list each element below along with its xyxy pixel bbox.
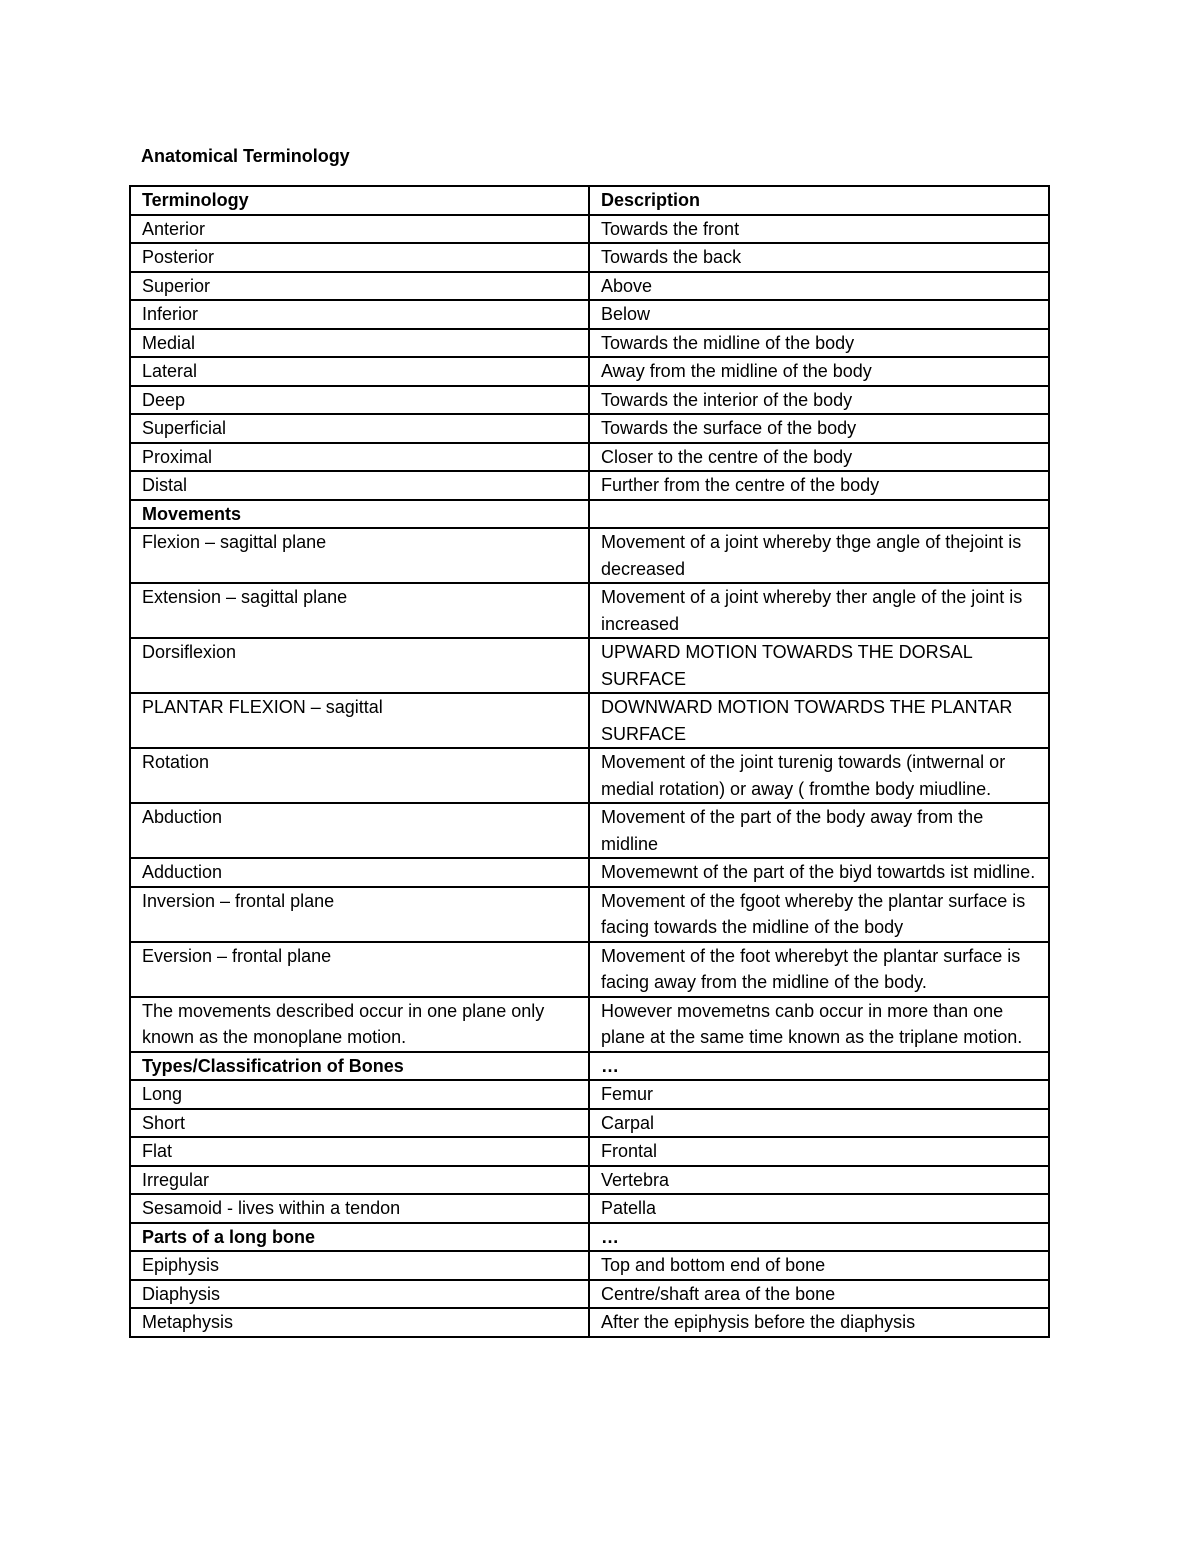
page-title: Anatomical Terminology xyxy=(141,146,350,166)
table-row xyxy=(130,887,1049,942)
table-body xyxy=(130,186,1049,1337)
description-cell: Movemewnt of the part of the biyd towartds ist midline. xyxy=(589,858,1049,887)
term-cell: Inferior xyxy=(130,300,589,329)
description-cell: Towards the midline of the body xyxy=(589,329,1049,358)
table-row xyxy=(130,942,1049,997)
term-cell: Abduction xyxy=(130,803,589,858)
description-cell: Movement of the part of the body away from the midline xyxy=(589,803,1049,858)
description-cell: Away from the midline of the body xyxy=(589,357,1049,386)
table-row xyxy=(130,1308,1049,1337)
term-cell: Types/Classificatrion of Bones xyxy=(130,1052,589,1081)
description-cell: Towards the surface of the body xyxy=(589,414,1049,443)
term-cell: Distal xyxy=(130,471,589,500)
description-cell xyxy=(589,500,1049,529)
table-row xyxy=(130,1251,1049,1280)
term-cell: Eversion – frontal plane xyxy=(130,942,589,997)
table-row xyxy=(130,997,1049,1052)
description-cell: Carpal xyxy=(589,1109,1049,1138)
term-cell: Movements xyxy=(130,500,589,529)
term-cell: Adduction xyxy=(130,858,589,887)
term-cell: Dorsiflexion xyxy=(130,638,589,693)
term-cell: Superficial xyxy=(130,414,589,443)
description-cell: … xyxy=(589,1223,1049,1252)
description-cell: Movement of the joint turenig towards (intwernal or medial rotation) or away ( fromthe body miudline. xyxy=(589,748,1049,803)
section-header-row xyxy=(130,1052,1049,1081)
term-cell: Long xyxy=(130,1080,589,1109)
table-row xyxy=(130,858,1049,887)
table-row xyxy=(130,329,1049,358)
table-row xyxy=(130,1166,1049,1195)
description-cell: Towards the interior of the body xyxy=(589,386,1049,415)
term-cell: Rotation xyxy=(130,748,589,803)
term-cell: Medial xyxy=(130,329,589,358)
description-cell: Closer to the centre of the body xyxy=(589,443,1049,472)
term-cell: Short xyxy=(130,1109,589,1138)
description-cell: Frontal xyxy=(589,1137,1049,1166)
table-row xyxy=(130,748,1049,803)
description-cell: Below xyxy=(589,300,1049,329)
table-row xyxy=(130,1280,1049,1309)
description-cell: DOWNWARD MOTION TOWARDS THE PLANTAR SURFACE xyxy=(589,693,1049,748)
term-cell: Diaphysis xyxy=(130,1280,589,1309)
table-row xyxy=(130,243,1049,272)
table-row xyxy=(130,1137,1049,1166)
term-cell: Flat xyxy=(130,1137,589,1166)
description-cell: Centre/shaft area of the bone xyxy=(589,1280,1049,1309)
description-cell: Further from the centre of the body xyxy=(589,471,1049,500)
term-cell: Terminology xyxy=(130,186,589,215)
term-cell: Metaphysis xyxy=(130,1308,589,1337)
table-row xyxy=(130,386,1049,415)
term-cell: Flexion – sagittal plane xyxy=(130,528,589,583)
description-cell: Movement of a joint whereby thge angle of thejoint is decreased xyxy=(589,528,1049,583)
table-row xyxy=(130,215,1049,244)
term-cell: Inversion – frontal plane xyxy=(130,887,589,942)
description-cell: … xyxy=(589,1052,1049,1081)
term-cell: The movements described occur in one plane only known as the monoplane motion. xyxy=(130,997,589,1052)
table-row xyxy=(130,272,1049,301)
term-cell: PLANTAR FLEXION – sagittal xyxy=(130,693,589,748)
table-row xyxy=(130,583,1049,638)
description-cell: After the epiphysis before the diaphysis xyxy=(589,1308,1049,1337)
description-cell: UPWARD MOTION TOWARDS THE DORSAL SURFACE xyxy=(589,638,1049,693)
table-row xyxy=(130,528,1049,583)
table-row xyxy=(130,1194,1049,1223)
term-cell: Extension – sagittal plane xyxy=(130,583,589,638)
description-cell: Above xyxy=(589,272,1049,301)
section-header-row xyxy=(130,500,1049,529)
description-cell: Towards the front xyxy=(589,215,1049,244)
table-row xyxy=(130,1080,1049,1109)
description-cell: Movement of a joint whereby ther angle of the joint is increased xyxy=(589,583,1049,638)
description-cell: Vertebra xyxy=(589,1166,1049,1195)
term-cell: Superior xyxy=(130,272,589,301)
term-cell: Posterior xyxy=(130,243,589,272)
term-cell: Irregular xyxy=(130,1166,589,1195)
table-row xyxy=(130,471,1049,500)
terminology-table xyxy=(129,185,1050,1338)
description-cell: Top and bottom end of bone xyxy=(589,1251,1049,1280)
table-row xyxy=(130,693,1049,748)
term-cell: Epiphysis xyxy=(130,1251,589,1280)
description-cell: However movemetns canb occur in more than one plane at the same time known as the triplane motion. xyxy=(589,997,1049,1052)
term-cell: Deep xyxy=(130,386,589,415)
table-row xyxy=(130,443,1049,472)
term-cell: Parts of a long bone xyxy=(130,1223,589,1252)
table-row xyxy=(130,638,1049,693)
description-cell: Femur xyxy=(589,1080,1049,1109)
section-header-row xyxy=(130,186,1049,215)
description-cell: Towards the back xyxy=(589,243,1049,272)
term-cell: Sesamoid - lives within a tendon xyxy=(130,1194,589,1223)
table-row xyxy=(130,300,1049,329)
description-cell: Patella xyxy=(589,1194,1049,1223)
description-cell: Movement of the foot wherebyt the plantar surface is facing away from the midline of the body. xyxy=(589,942,1049,997)
table-row xyxy=(130,803,1049,858)
section-header-row xyxy=(130,1223,1049,1252)
term-cell: Lateral xyxy=(130,357,589,386)
table-row xyxy=(130,1109,1049,1138)
description-cell: Description xyxy=(589,186,1049,215)
term-cell: Proximal xyxy=(130,443,589,472)
description-cell: Movement of the fgoot whereby the plantar surface is facing towards the midline of the body xyxy=(589,887,1049,942)
table-row xyxy=(130,414,1049,443)
term-cell: Anterior xyxy=(130,215,589,244)
table-row xyxy=(130,357,1049,386)
